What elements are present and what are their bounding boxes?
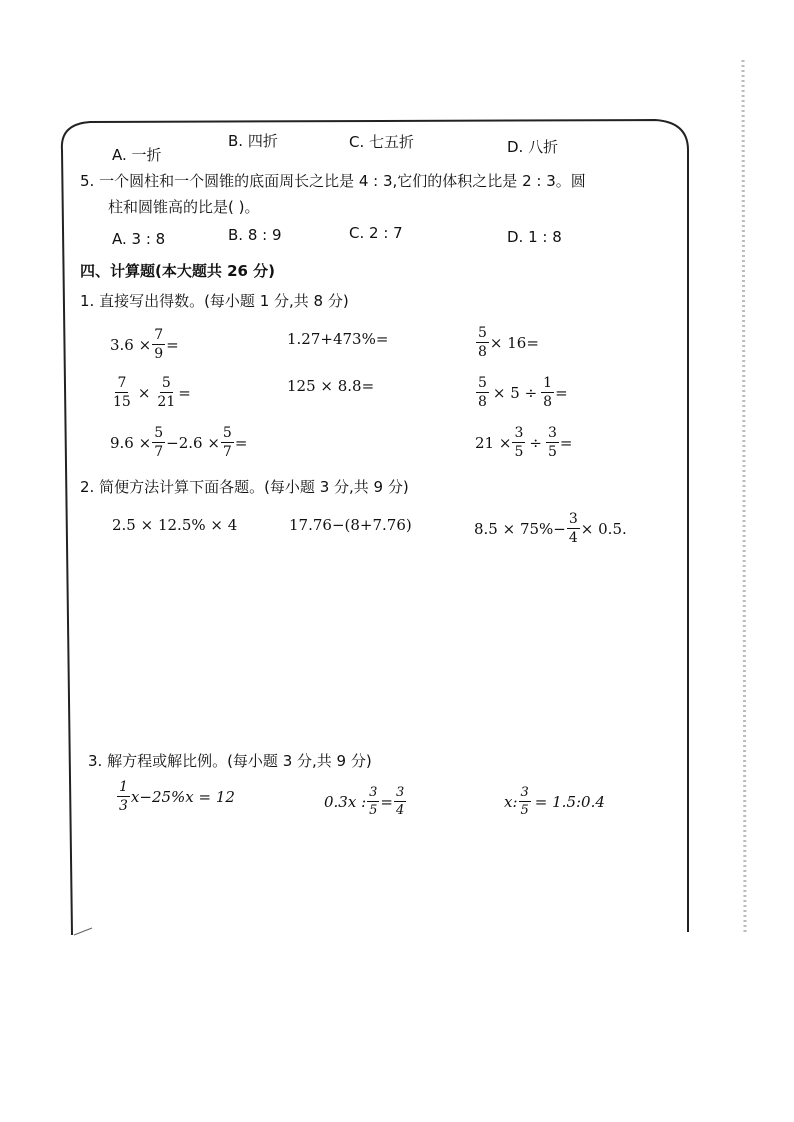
fraction: $\frac{7}{9}$	[154, 327, 164, 362]
q5-option-c: C. 2 : 7	[349, 224, 403, 242]
expr-text: 3.6 ×	[110, 335, 152, 354]
fraction: $\frac{3}{5}$	[369, 785, 378, 818]
fraction: $\frac{3}{5}$	[520, 785, 529, 818]
part2-heading: 2. 简便方法计算下面各题。(每小题 3 分,共 9 分)	[80, 478, 409, 496]
expr-text: ×	[137, 383, 151, 402]
expr-text: =	[559, 433, 573, 452]
p2-expr-1	[112, 516, 237, 534]
p1-expr-1	[110, 328, 179, 361]
expr-text: 0.3x :	[324, 792, 367, 811]
expr-text: 17.76−(8+7.76)	[289, 516, 412, 534]
q5-question-line2: 柱和圆锥高的比是( )。	[108, 198, 260, 216]
fraction: $\frac{1}{8}$	[543, 375, 553, 410]
expr-text: =	[178, 383, 191, 402]
expr-text: =	[380, 792, 393, 811]
p2-expr-3	[474, 512, 627, 545]
expr-text: −2.6 ×	[166, 433, 220, 452]
p1-expr-3	[475, 326, 539, 359]
expr-text: 125 × 8.8=	[287, 377, 375, 395]
part1-heading: 1. 直接写出得数。(每小题 1 分,共 8 分)	[80, 292, 349, 310]
p1-expr-5	[287, 377, 374, 395]
fraction: $\frac{1}{3}$	[119, 779, 128, 814]
expr-text: 1.27+473%=	[287, 330, 389, 348]
q4-option-b: B. 四折	[228, 132, 278, 150]
section-title: 四、计算题(本大题共 26 分)	[80, 262, 276, 280]
fraction: $\frac{5}{8}$	[478, 325, 487, 360]
expr-text: 2.5 × 12.5% × 4	[112, 516, 238, 534]
expr-text: ÷	[529, 433, 542, 452]
fraction: $\frac{5}{8}$	[478, 375, 487, 410]
fraction: $\frac{3}{4}$	[568, 511, 578, 546]
part3-heading: 3. 解方程或解比例。(每小题 3 分,共 9 分)	[88, 752, 372, 770]
p1-expr-4	[110, 376, 191, 409]
expr-text: =	[555, 383, 568, 402]
expr-text: 9.6 ×	[110, 433, 152, 452]
fraction: $\frac{5}{21}$	[157, 375, 176, 410]
fraction: $\frac{3}{4}$	[396, 785, 405, 818]
p3-expr-3	[504, 786, 605, 817]
expr-text: = 1.5:0.4	[534, 792, 605, 811]
q5-option-b: B. 8 : 9	[228, 226, 282, 244]
p1-expr-2	[287, 330, 388, 348]
q4-option-a: A. 一折	[112, 146, 162, 164]
p3-expr-2	[324, 786, 407, 817]
fraction: $\frac{3}{5}$	[514, 425, 524, 460]
q5-option-d: D. 1 : 8	[507, 228, 562, 246]
expr-text: x:	[504, 792, 518, 811]
q4-option-d: D. 八折	[507, 138, 559, 156]
expr-text: =	[234, 433, 248, 452]
fraction: $\frac{5}{7}$	[222, 425, 232, 460]
p1-expr-7	[110, 426, 247, 459]
expr-text: 21 ×	[475, 433, 512, 452]
q5-question-line1: 5. 一个圆柱和一个圆锥的底面周长之比是 4 : 3,它们的体积之比是 2 : 3。圆	[80, 172, 586, 190]
p2-expr-2	[289, 516, 412, 534]
fraction: $\frac{5}{7}$	[154, 425, 164, 460]
q4-option-c: C. 七五折	[349, 133, 415, 151]
expr-text: =	[166, 335, 179, 354]
p3-expr-1	[116, 780, 235, 813]
q5-option-a: A. 3 : 8	[112, 230, 166, 248]
expr-text: x−25%x = 12	[130, 787, 235, 806]
expr-text: × 0.5.	[580, 519, 627, 538]
expr-text: 8.5 × 75%−	[474, 519, 566, 538]
fraction: $\frac{7}{15}$	[113, 375, 131, 410]
expr-text: × 16=	[489, 333, 539, 352]
fraction: $\frac{3}{5}$	[547, 425, 557, 460]
p1-expr-8	[475, 426, 572, 459]
p1-expr-6	[475, 376, 568, 409]
expr-text: × 5 ÷	[492, 383, 538, 402]
